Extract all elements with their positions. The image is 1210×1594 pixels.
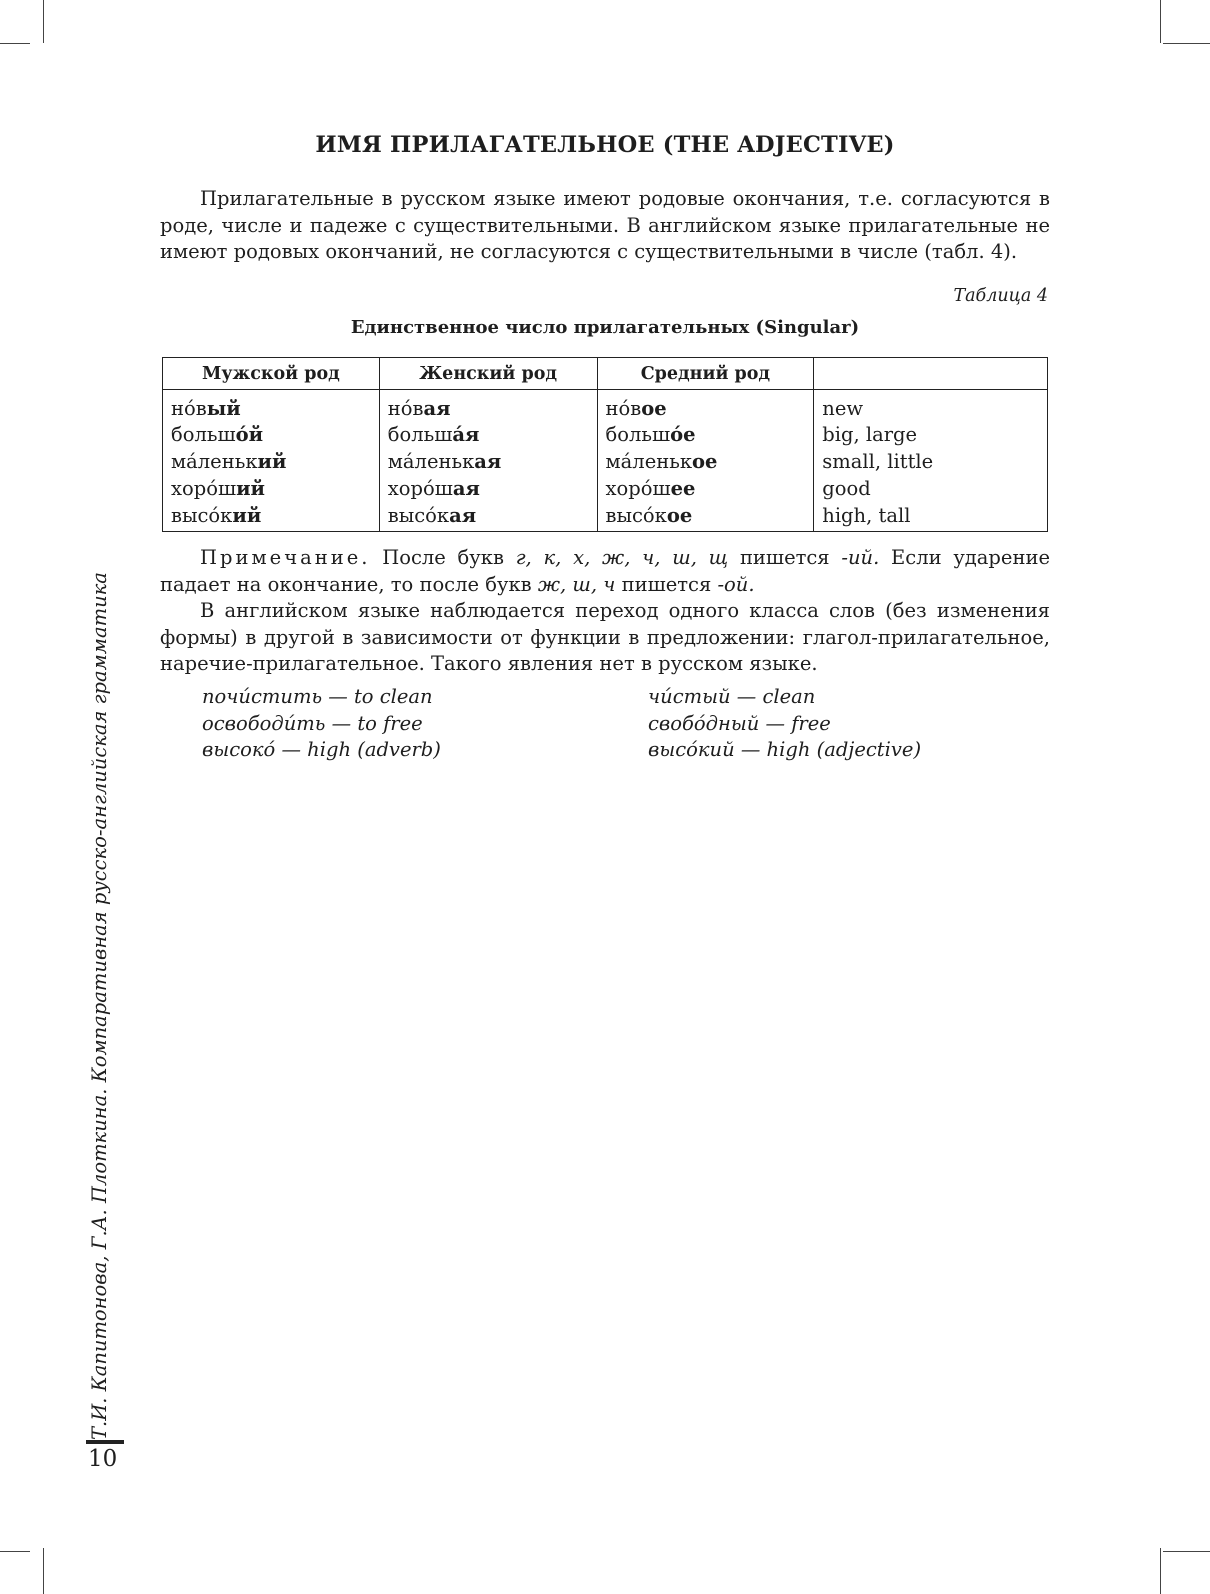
conversion-paragraph: В английском языке наблюдается переход одного класса слов (без изменения формы) в другой в зависимости от функции в предложении: глагол-прилагательное, наречие-прилагательное. Такого явления нет в русском языке. bbox=[160, 599, 1050, 676]
crop-mark bbox=[0, 1551, 30, 1552]
adjective-table bbox=[162, 357, 1048, 532]
cell-english: high, tall bbox=[814, 502, 1048, 532]
note-heading: Примечание. bbox=[200, 546, 371, 569]
table-row bbox=[163, 421, 1048, 448]
cell-neuter: хоро́шее bbox=[597, 475, 814, 502]
header-masculine: Мужской род bbox=[163, 358, 380, 390]
crop-mark bbox=[1163, 43, 1210, 44]
cell-masculine: хоро́ший bbox=[163, 475, 380, 502]
example-adjective: высо́кий — high (adjective) bbox=[648, 738, 922, 762]
header-english bbox=[814, 358, 1048, 390]
table-row bbox=[163, 448, 1048, 475]
cell-feminine: больша́я bbox=[379, 421, 597, 448]
cell-feminine: высо́кая bbox=[379, 502, 597, 532]
example-row bbox=[202, 737, 1050, 764]
header-neuter: Средний род bbox=[597, 358, 814, 390]
table-row bbox=[163, 390, 1048, 422]
example-verb: почи́стить — to clean bbox=[202, 685, 433, 708]
crop-mark bbox=[0, 43, 30, 44]
cell-masculine: большо́й bbox=[163, 421, 380, 448]
cell-masculine: но́вый bbox=[163, 390, 380, 422]
cell-feminine: хоро́шая bbox=[379, 475, 597, 502]
cell-masculine: ма́ленький bbox=[163, 448, 380, 475]
cell-masculine: высо́кий bbox=[163, 502, 380, 532]
cell-english: new bbox=[814, 390, 1048, 422]
note-paragraph: Примечание. После букв г, к, х, ж, ч, ш, щ пишется -ий. Если ударение падает на окончание, то после букв ж, ш, ч пишется -ой. bbox=[160, 546, 1050, 596]
crop-mark bbox=[1163, 1551, 1210, 1552]
table-row bbox=[163, 475, 1048, 502]
examples-list bbox=[202, 684, 1050, 764]
crop-mark bbox=[43, 0, 44, 43]
intro-paragraph: Прилагательные в русском языке имеют родовые окончания, т.е. согласуются в роде, числе и падеже с существительными. В английском языке прилагательные не имеют родовых окончаний, не согласуются с существительными в числе (табл. 4). bbox=[160, 187, 1050, 264]
example-adjective: чи́стый — clean bbox=[648, 685, 816, 708]
table-caption: Единственное число прилагательных (Singular) bbox=[350, 317, 860, 338]
cell-neuter: высо́кое bbox=[597, 502, 814, 532]
crop-mark bbox=[1160, 1548, 1161, 1594]
table-label: Таблица 4 bbox=[953, 286, 1048, 306]
cell-neuter: большо́е bbox=[597, 421, 814, 448]
page-number: 10 bbox=[88, 1446, 118, 1472]
table-row bbox=[163, 502, 1048, 532]
example-verb: освободи́ть — to free bbox=[202, 711, 423, 735]
cell-english: small, little bbox=[814, 448, 1048, 475]
example-adverb: высоко́ — high (adverb) bbox=[202, 738, 441, 762]
example-adjective: свобо́дный — free bbox=[648, 711, 831, 735]
page-number-bar bbox=[86, 1440, 124, 1444]
cell-neuter: но́вое bbox=[597, 390, 814, 422]
cell-english: good bbox=[814, 475, 1048, 502]
crop-mark bbox=[43, 1548, 44, 1594]
table-header-row bbox=[163, 358, 1048, 390]
cell-neuter: ма́ленькое bbox=[597, 448, 814, 475]
book-title-vertical: Т.И. Капитонова, Г.А. Плоткина. Компаративная русско-английская грамматика bbox=[88, 572, 111, 1440]
page-title: ИМЯ ПРИЛАГАТЕЛЬНОЕ (THE ADJECTIVE) bbox=[315, 132, 895, 158]
cell-feminine: но́вая bbox=[379, 390, 597, 422]
example-row bbox=[202, 711, 1050, 738]
header-feminine: Женский род bbox=[379, 358, 597, 390]
cell-english: big, large bbox=[814, 421, 1048, 448]
crop-mark bbox=[1160, 0, 1161, 43]
cell-feminine: ма́ленькая bbox=[379, 448, 597, 475]
example-row bbox=[202, 684, 1050, 711]
